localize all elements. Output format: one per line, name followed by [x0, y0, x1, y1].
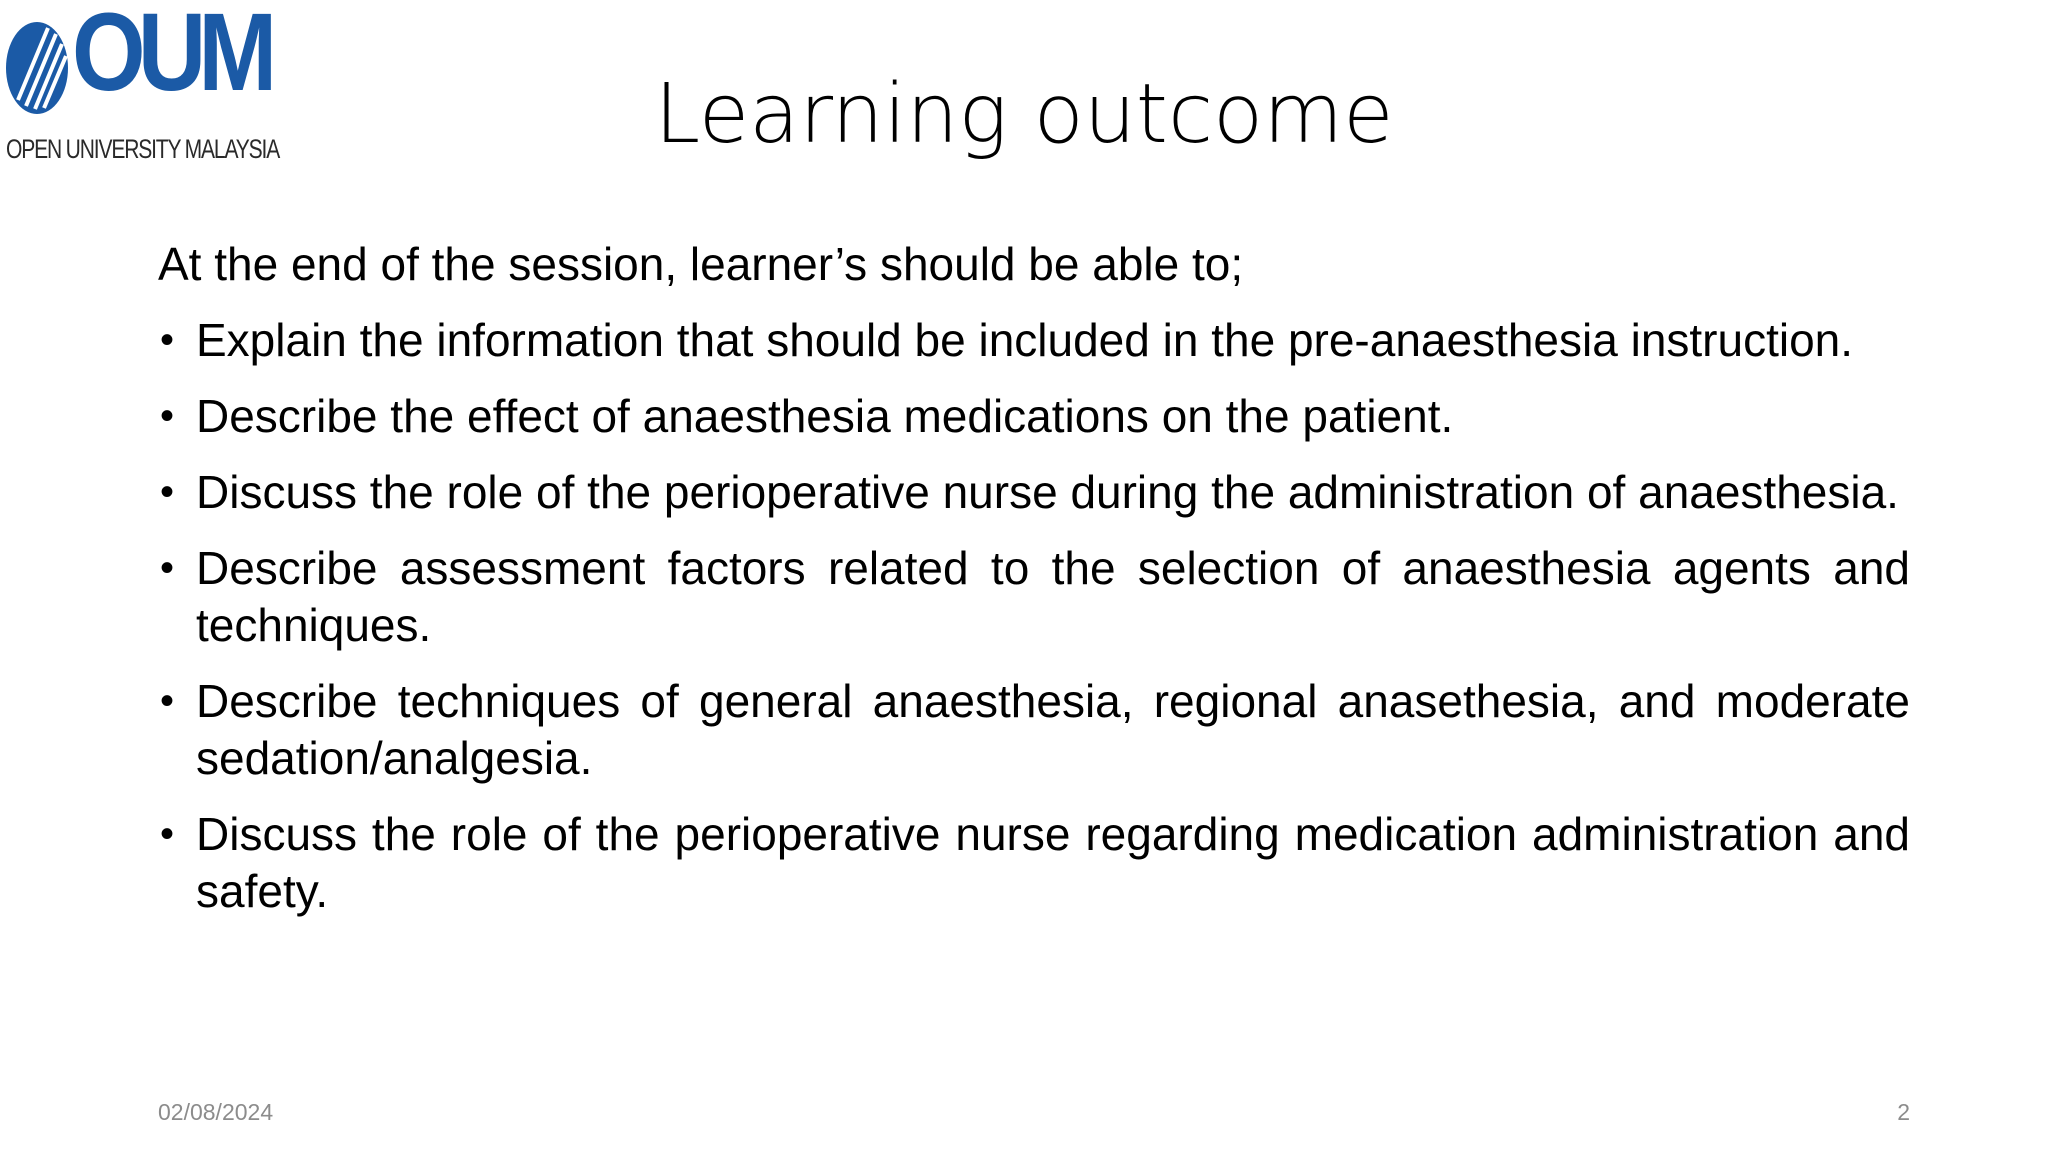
list-item: [158, 388, 1910, 445]
list-item: [158, 806, 1910, 920]
bullet-icon: •: [160, 546, 175, 590]
bullet-icon: •: [160, 812, 175, 856]
list-item-text: Discuss the role of the perioperative nurse regarding medication administration and safety.: [196, 808, 1910, 917]
oum-wordmark: OUM: [72, 0, 270, 114]
oum-logo-subtitle: OPEN UNIVERSITY MALAYSIA: [6, 134, 280, 164]
list-item: [158, 464, 1910, 521]
page-number: 2: [1897, 1099, 1910, 1125]
slide-body: [158, 236, 1910, 939]
list-item-text: Describe assessment factors related to the selection of anaesthesia agents and techniques.: [196, 542, 1910, 651]
bullet-icon: •: [160, 470, 175, 514]
bullet-icon: •: [160, 394, 175, 438]
list-item-text: Discuss the role of the perioperative nurse during the administration of anaesthesia.: [196, 466, 1899, 518]
list-item-text: Explain the information that should be included in the pre-anaesthesia instruction.: [196, 314, 1854, 366]
bullet-icon: •: [160, 679, 175, 723]
list-item-text: Describe the effect of anaesthesia medications on the patient.: [196, 390, 1454, 442]
list-item: [158, 540, 1910, 654]
list-item: [158, 312, 1910, 369]
footer-date: 02/08/2024: [158, 1099, 274, 1125]
learning-outcome-list: [158, 312, 1910, 920]
bullet-icon: •: [160, 318, 175, 362]
intro-text: At the end of the session, learner’s should be able to;: [158, 238, 1244, 290]
slide-title: Learning outcome: [654, 67, 1394, 162]
list-item: [158, 673, 1910, 787]
list-item-text: Describe techniques of general anaesthesia, regional anasethesia, and moderate sedation/analgesia.: [196, 675, 1910, 784]
